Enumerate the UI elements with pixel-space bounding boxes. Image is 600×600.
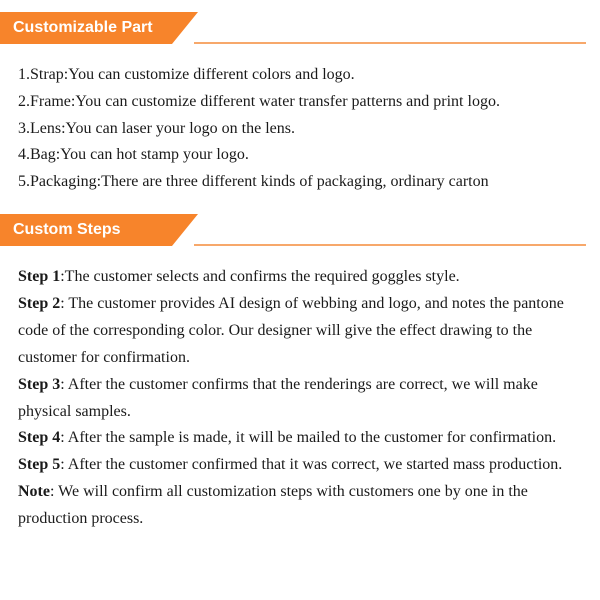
list-item: 5.Packaging:There are three different kinds of packaging, ordinary carton [18,173,489,191]
list-item: 3.Lens:You can laser your logo on the lens. [18,119,295,137]
step-label: Step 3 [18,375,61,393]
step-item [18,291,588,372]
step-label: Step 2 [18,294,61,312]
step-item [18,372,588,426]
custom-steps-title: Custom Steps [0,214,172,246]
step-text: : After the customer confirms that the renderings are correct, we will make physical samples. [18,375,538,420]
customizable-part-title: Customizable Part [0,12,172,44]
list-item: 2.Frame:You can customize different water transfer patterns and print logo. [18,92,500,110]
step-label: Step 5 [18,456,61,474]
step-item [18,452,588,479]
custom-steps-list [18,264,588,533]
step-text: :The customer selects and confirms the required goggles style. [60,268,460,285]
step-text: : After the sample is made, it will be mailed to the customer for confirmation. [60,429,557,447]
step-label: Step 4 [18,429,61,447]
header-rule [194,42,586,44]
step-label: Step 1 [18,268,61,285]
customizable-parts-list [18,62,593,196]
note-label: Note [18,483,50,501]
header-rule [194,244,586,246]
step-text: : The customer provides AI design of webbing and logo, and notes the pantone code of the corresponding color. Our designer will give the effect drawing to the customer for confirmation. [18,294,564,366]
custom-steps-header [0,214,600,250]
note-text: : We will confirm all customization steps with customers one by one in the production process. [18,483,528,528]
list-item: 1.Strap:You can customize different colors and logo. [18,66,355,83]
note-item [18,479,588,533]
customizable-part-header [0,12,600,48]
step-item [18,264,588,291]
list-item: 4.Bag:You can hot stamp your logo. [18,146,249,164]
header-tab-slant [172,214,198,246]
step-item [18,425,588,452]
header-tab-slant [172,12,198,44]
step-text: : After the customer confirmed that it was correct, we started mass production. [60,456,563,474]
